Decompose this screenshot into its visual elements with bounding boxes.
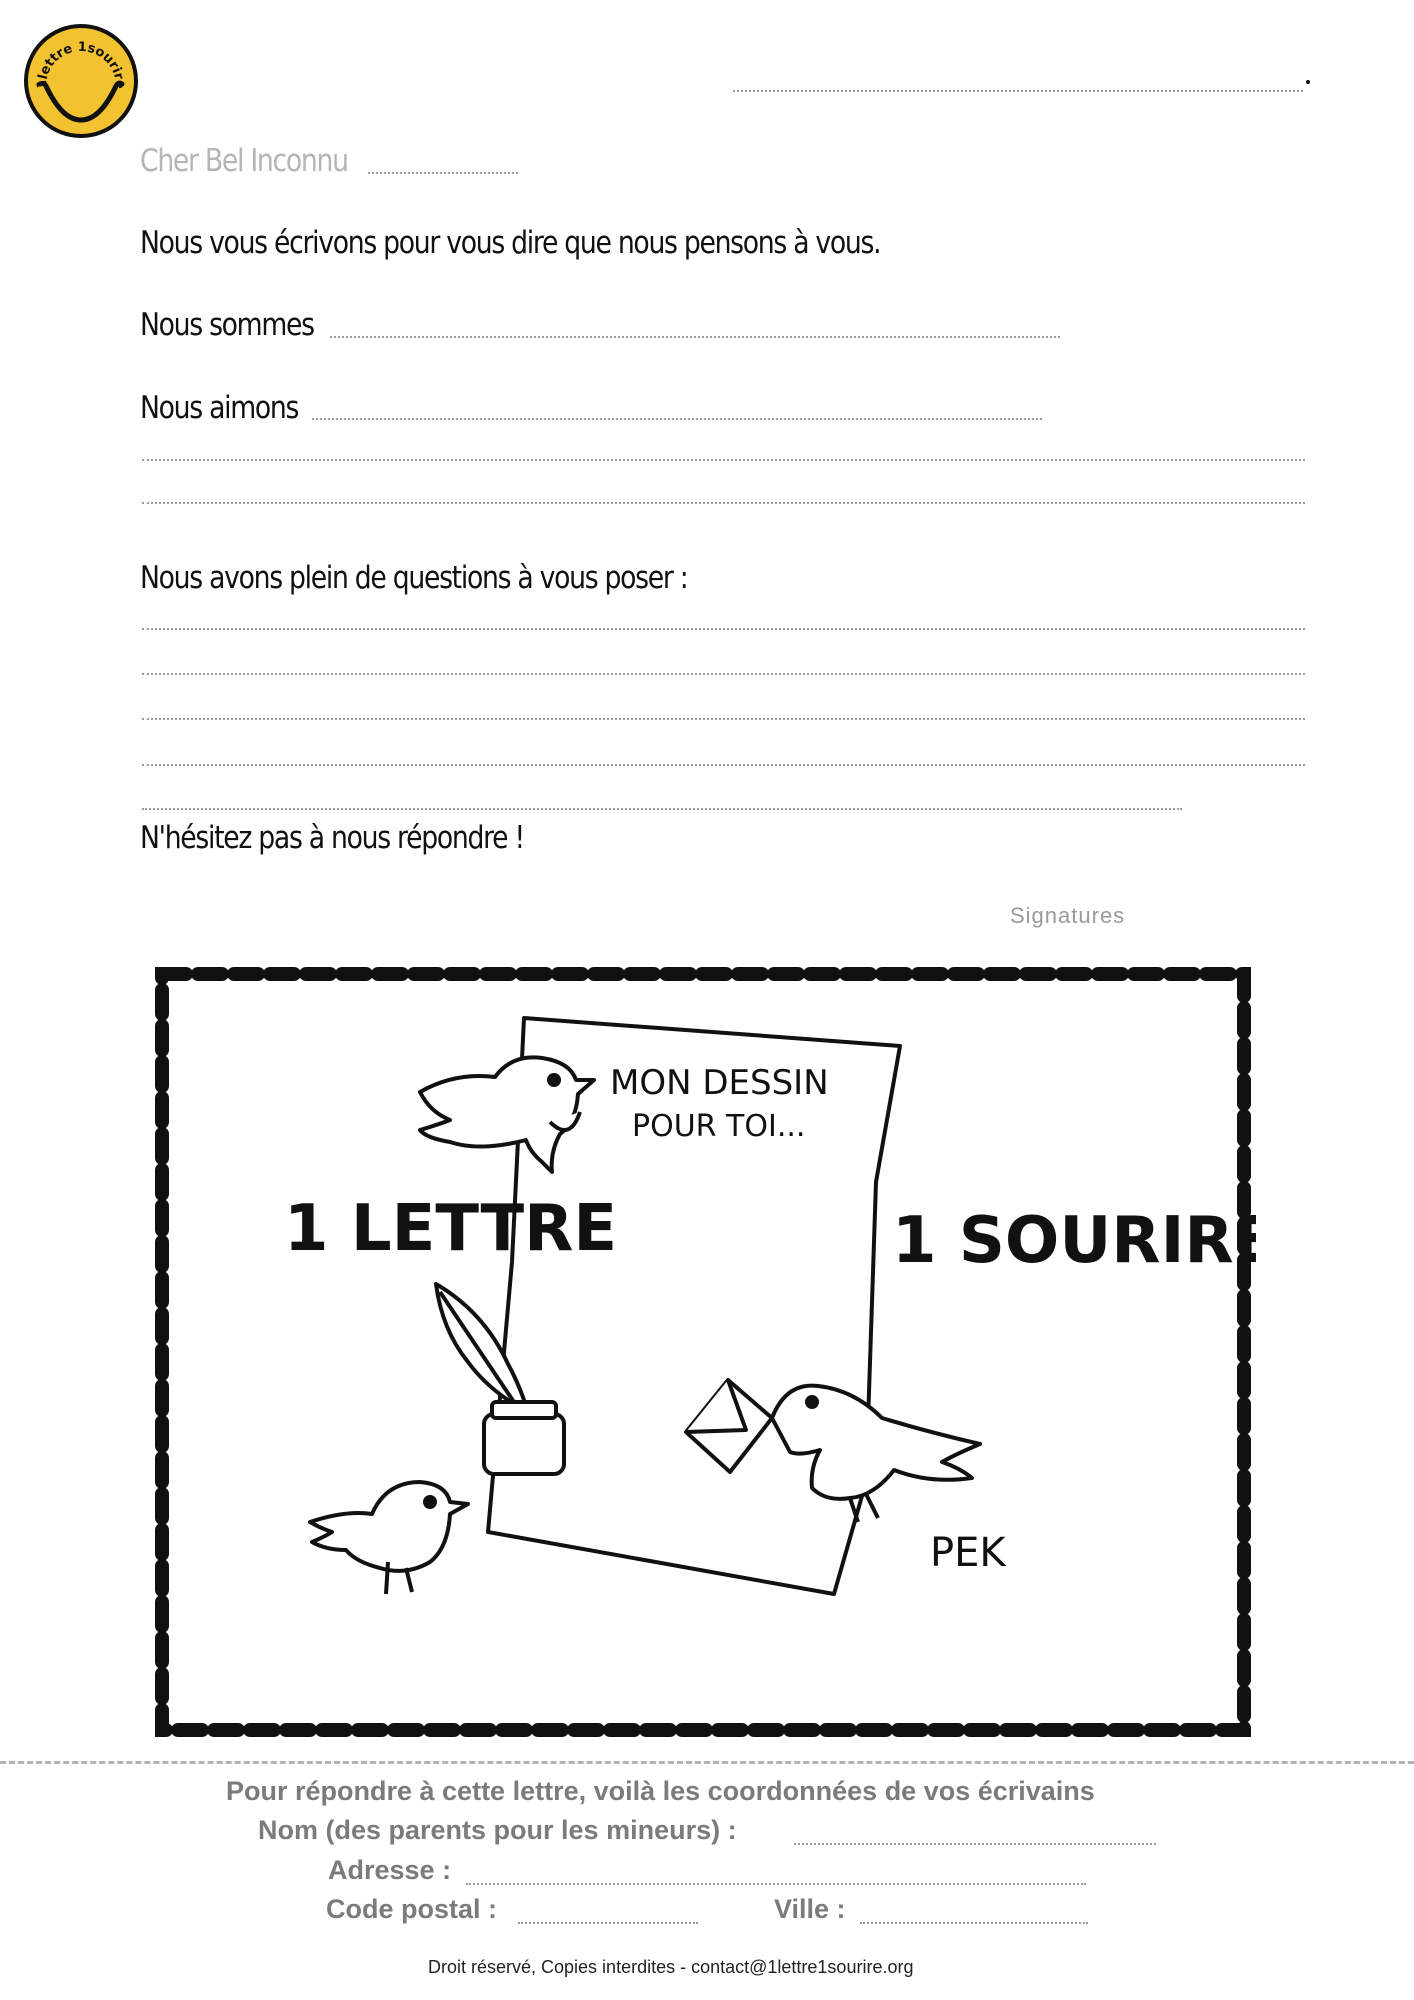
name-field[interactable] bbox=[794, 1843, 1156, 1845]
postal-field[interactable] bbox=[518, 1922, 698, 1924]
right-word: 1 SOURIRE bbox=[892, 1204, 1256, 1278]
reply-heading: Pour répondre à cette lettre, voilà les coordonnées de vos écrivains bbox=[226, 1776, 1095, 1806]
questions-line-4[interactable] bbox=[142, 764, 1305, 766]
we-love-line-3[interactable] bbox=[142, 502, 1305, 504]
address-label: Adresse : bbox=[328, 1855, 452, 1885]
we-are-line[interactable] bbox=[330, 336, 1060, 338]
questions-line-5[interactable] bbox=[142, 808, 1182, 810]
letter-line-thinking: Nous vous écrivons pour vous dire que nous pensons à vous. bbox=[140, 225, 881, 261]
letter-line-reply: N'hésitez pas à nous répondre ! bbox=[140, 820, 524, 856]
name-label: Nom (des parents pour les mineurs) : bbox=[258, 1815, 737, 1845]
questions-line-2[interactable] bbox=[142, 673, 1305, 675]
greeting: Cher Bel Inconnu bbox=[140, 143, 348, 179]
questions-line-1[interactable] bbox=[142, 628, 1305, 630]
date-line[interactable] bbox=[733, 90, 1303, 92]
artist-signature: PEK bbox=[930, 1530, 1006, 1576]
greeting-line[interactable] bbox=[368, 172, 518, 174]
paper-title-2: POUR TOI... bbox=[632, 1109, 806, 1144]
postal-label: Code postal : bbox=[326, 1894, 498, 1924]
date-period bbox=[1306, 80, 1310, 84]
city-label: Ville : bbox=[774, 1894, 846, 1924]
cut-line bbox=[0, 1761, 1414, 1764]
logo bbox=[22, 22, 140, 140]
letter-line-questions: Nous avons plein de questions à vous poser : bbox=[140, 560, 688, 596]
letter-line-we-are: Nous sommes bbox=[140, 307, 314, 343]
logo-text: 1lettre 1sourire bbox=[34, 39, 128, 90]
left-word: 1 LETTRE bbox=[284, 1192, 618, 1266]
stamp-drawing[interactable] bbox=[150, 962, 1256, 1742]
we-love-line-2[interactable] bbox=[142, 459, 1305, 461]
questions-line-3[interactable] bbox=[142, 718, 1305, 720]
footer-copyright: Droit réservé, Copies interdites - contact@1lettre1sourire.org bbox=[428, 1957, 914, 1977]
signatures-label: Signatures bbox=[1010, 903, 1126, 928]
letter-line-we-love: Nous aimons bbox=[140, 390, 299, 426]
address-field[interactable] bbox=[466, 1883, 1086, 1885]
we-love-line[interactable] bbox=[312, 418, 1042, 420]
city-field[interactable] bbox=[860, 1922, 1088, 1924]
paper-title-1: MON DESSIN bbox=[610, 1063, 829, 1103]
